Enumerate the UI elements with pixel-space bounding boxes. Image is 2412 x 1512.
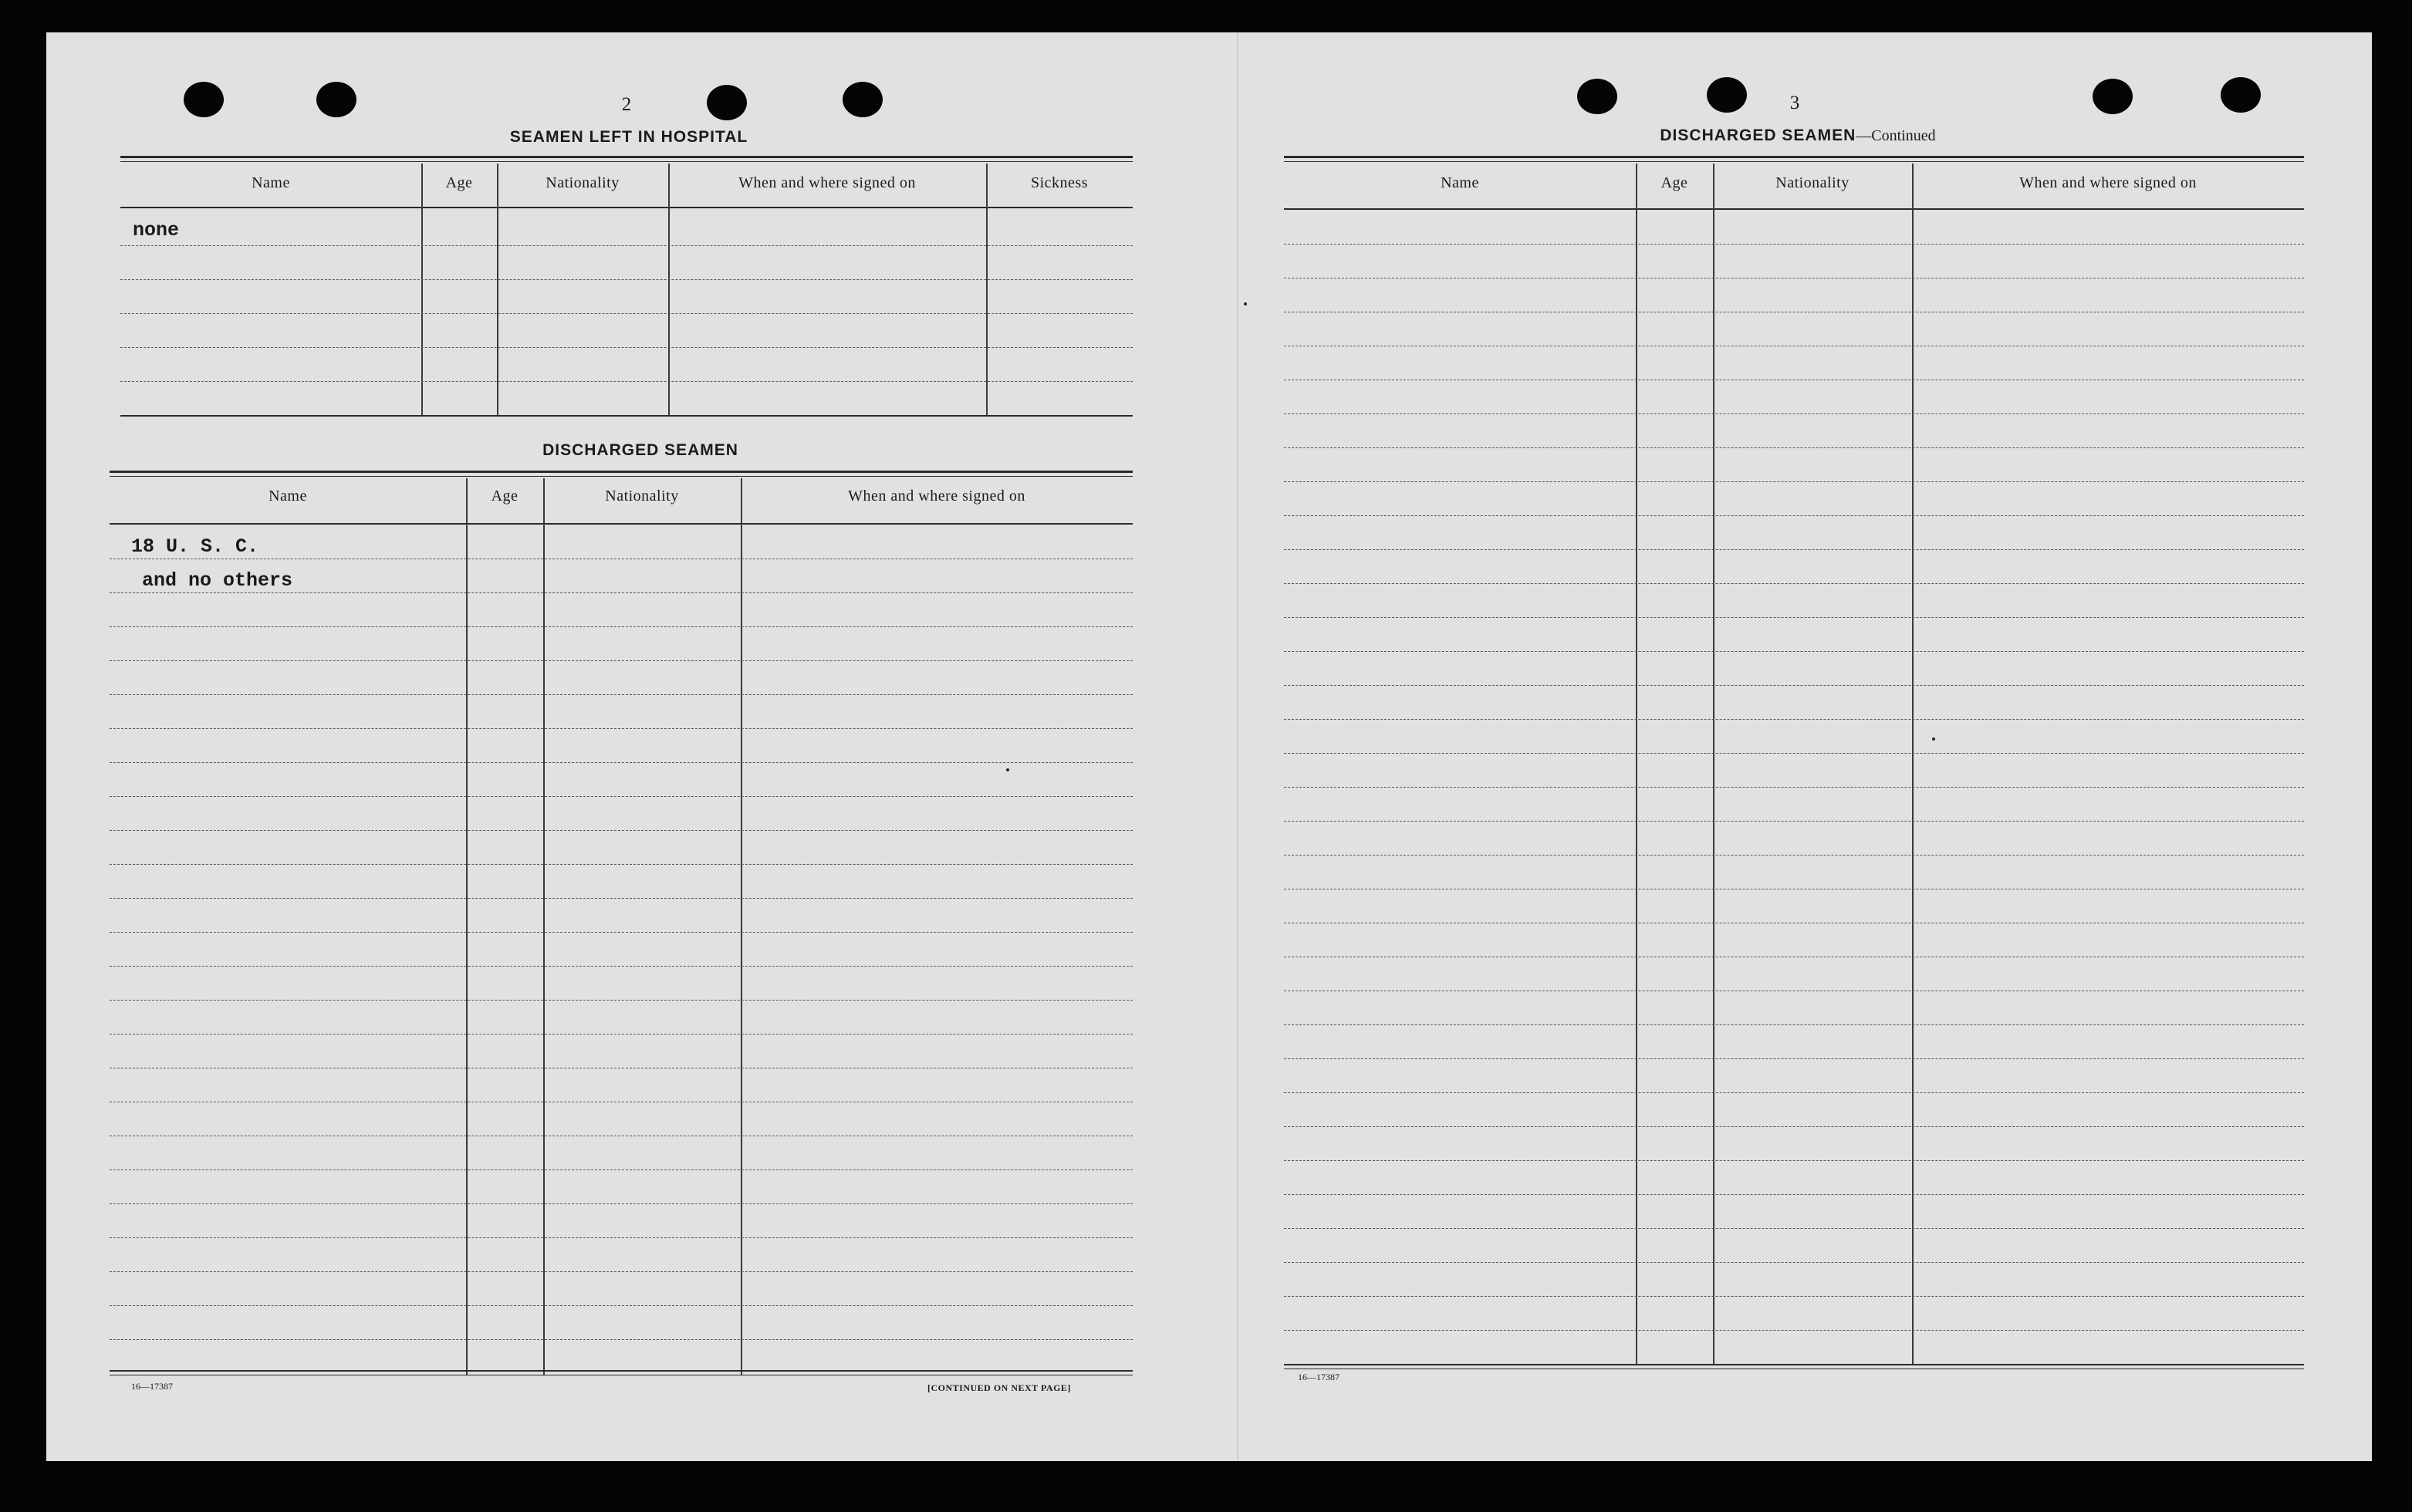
- speck: [1006, 768, 1009, 771]
- discharged-col-age: Age: [491, 488, 519, 505]
- form-number-left: 16—17387: [131, 1381, 173, 1392]
- title-suffix: —Continued: [1856, 127, 1936, 144]
- discharged-col-nationality: Nationality: [605, 488, 679, 505]
- punch-hole: [843, 82, 883, 117]
- punch-hole: [2221, 77, 2261, 113]
- discharged-entry: and no others: [142, 569, 293, 592]
- hospital-col-nationality: Nationality: [546, 174, 620, 191]
- hospital-col-signed-on: When and where signed on: [738, 174, 916, 191]
- continued-note: [CONTINUED ON NEXT PAGE]: [927, 1382, 1071, 1393]
- hospital-entry: none: [133, 219, 180, 241]
- speck: [1932, 737, 1935, 741]
- discharged-table-right: [1284, 156, 2304, 1369]
- right-col-nationality: Nationality: [1775, 174, 1850, 191]
- hospital-table: [120, 156, 1133, 418]
- page-number-right: 3: [1789, 93, 1800, 113]
- form-number-right: 16—17387: [1298, 1372, 1339, 1382]
- discharged-table-left: [110, 471, 1133, 1378]
- page-number-left: 2: [621, 94, 632, 115]
- discharged-continued-title: [1574, 127, 2022, 145]
- punch-hole: [2093, 79, 2133, 114]
- punch-hole: [707, 85, 747, 120]
- punch-hole: [316, 82, 356, 117]
- discharged-continued-title-text: DISCHARGED SEAMEN: [1660, 127, 1856, 144]
- discharged-col-signed-on: When and where signed on: [848, 488, 1025, 505]
- speck: [1244, 302, 1247, 305]
- right-col-signed-on: When and where signed on: [2019, 174, 2197, 191]
- discharged-section-title: DISCHARGED SEAMEN: [542, 441, 738, 459]
- hospital-section-title: SEAMEN LEFT IN HOSPITAL: [509, 128, 748, 146]
- hospital-col-sickness: Sickness: [1031, 174, 1088, 191]
- right-col-name: Name: [1441, 174, 1479, 191]
- hospital-col-name: Name: [252, 174, 290, 191]
- discharged-entry: 18 U. S. C.: [131, 535, 259, 558]
- discharged-col-name: Name: [269, 488, 307, 505]
- hospital-col-age: Age: [445, 174, 473, 191]
- right-col-age: Age: [1660, 174, 1688, 191]
- punch-hole: [1577, 79, 1617, 114]
- punch-hole: [1707, 77, 1747, 113]
- punch-hole: [184, 82, 224, 117]
- page-fold: [1237, 32, 1238, 1461]
